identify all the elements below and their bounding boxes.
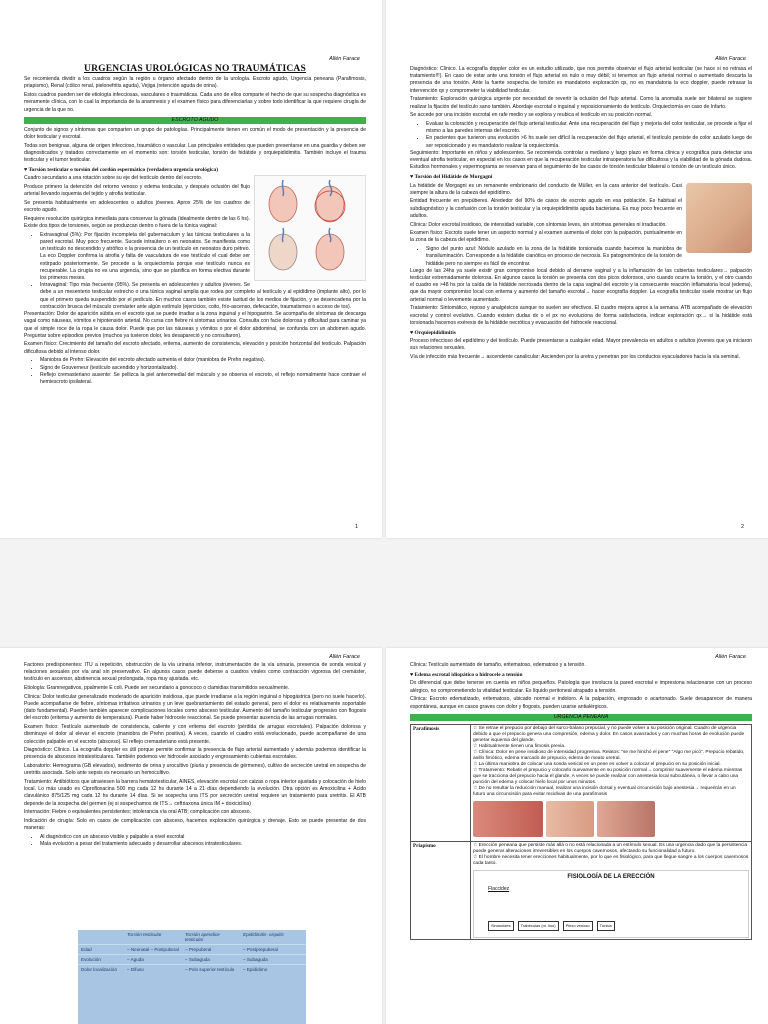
list-item: • Mala evolución a pesar del tratamiento adecuado y desarrollar abscesos intratesticulares. [40, 841, 366, 848]
paragraph: Diagnóstico: Clínico. La ecografía doppler es útil porque permite confirmar la presencia de flujo arterial aumentado y además podemos identificar la presencia de abscesos intratesticulares. También podemos ver hidrocele asociado y engrosamiento cubiertas escrotales. [24, 747, 366, 761]
list-item: • Signo del punto azul: Nódulo azulado en la zona de la hidátide torsionada cuando hacemos la maniobra de transiluminación. Corresponde a la hidátide cianótica en proceso de necrosis. Es patognomónico de la torsión de hidátide pero no siempre es fácil de encontrar. [426, 246, 752, 268]
list-item: • Extravaginal (5%): Por fijación incompleta del gubernaculum y las túnicas testiculares a la pared escrotal. Muy poco frecuente. Sucede intraútero o en neonatos. Se manifiesta como un testículo no descendido y atrófico o la presencia de un testículo en neonatos duro pétreo. La eco Doppler confirma la atrofia y falta de vasculatura de ese testículo el cual debe ser extirpado posteriormente. Se procede a la orquiectomía porque ese testículo nunca es recuperable. La cirugía no es una urgencia, sino que se planifica en forma electiva durante los primeros meses. [40, 232, 366, 282]
figure-box: Plexo venoso [563, 921, 593, 931]
torsion-illustration [254, 175, 366, 281]
paragraph: Cuadro secundario a una rotación sobre su eje del testículo dentro del escroto. [24, 175, 203, 182]
intro-paragraph: Se recomienda dividir a los cuadros según la región u órgano afectado dentro de la urología. Escroto agudo, Urgencia peneana (Parafimosis, priapismo), Renal (cólico renal, pielonefritis aguda), Vejiga (retención aguda de orina). [24, 76, 366, 90]
clinical-photo [686, 183, 752, 253]
row-header-priapismo: Priapismo [411, 841, 471, 939]
paragraph: Vía de infección más frecuente→ ascendente canalicular: Ascienden por la uretra y penetran por los conductos eyaculadores hacia la vía seminal. [410, 354, 740, 361]
section-heading: ♥ Orquiepididimitis [410, 329, 456, 336]
exam-signs-list [24, 357, 366, 386]
document-page-4 [386, 648, 768, 1024]
page-4-content [410, 662, 752, 940]
list-item: • Reflejo cremasteriano ausente: Se pellizca la piel anteromedial del músculo y se observa el escroto, el reflejo normalmente hace contraer el hemiescroto ipsilateral. [40, 372, 366, 386]
paragraph: Examen físico: Testículo aumentado de consistencia, caliente y con eritema del escroto (pérdida de arrugas escrotales). Palpación dolorosa y disminuye el dolor al elevar el escroto (maniobra de Prehn positiva). A veces, cuando el cuadro está evolucionado, puede acompañarse de una colección palpable en el escroto (absceso). El reflejo cremasteriano está presente. [24, 724, 366, 745]
table-cell: – Prepuberal [185, 947, 212, 952]
author-name: Allén Farace [715, 56, 746, 62]
erection-physiology-figure [473, 870, 749, 938]
paragraph: Entidad frecuente en prepúberes. Alrededor del 90% de casos de escroto agudo en esa población. Es habitual el subdiagnóstico y la confusión con la torsión testicular y la orquiepididimitis aguda bacteriana. Es muy poco frecuente en adultos. [410, 198, 682, 219]
cell-line: ☆ Se retrae el prepucio por debajo del surco-balano prepucial, y no puede volver a su posición original. Cuadro de urgencia debido a que el prepucio genera una compresión, edema y dolor. En casos avanzados y con muchas horas de evolución puede generar isquemia del glande. [473, 725, 745, 743]
section-bar-urgencia-peneana: URGENCIA PENEANA [410, 714, 752, 721]
figure-box: Trabéculas (m. liso) [518, 921, 559, 931]
cell-line: ☆ Erección peneana que persiste más allá o no está relacionada a un estímulo sexual. Es una urgencia dado que la persistencia puede generar alteraciones irreversibles en los cuerpos cavernosos, afectando su funcionalidad a futuro. [473, 842, 748, 854]
cell-line: ☆ Tratamiento: Rebatir el prepucio y colocarlo nuevamente en su posición normal→ comprimir suavemente el edema mientras que se tracciona del prepucio hacia el glande. A veces se puede realizar con anestesia local subcutánea, o llevar a cabo una punción del edema y colocar hielo local por unos minutos. [473, 767, 743, 785]
procedure-list [410, 121, 752, 150]
cell-line: ☆ La última maniobra de colocar una sonda vesical en un pene es volver a colocar el prepucio en su posición inicial. [473, 761, 721, 767]
table-row [411, 724, 752, 841]
page-2-content [410, 66, 752, 363]
paragraph: Examen físico: Crecimiento del tamaño del escroto afectado, eritema, aumento de consistencia, elevación y posición horizontal del testículo. Palpación dificultosa debido al intenso dolor. [24, 341, 366, 355]
table-header-cell: Torsión apéndice testicular [185, 932, 220, 942]
paragraph: Seguimiento: Importante en niños y adolescentes. Se recomienda controlar a mediano y largo plazo en forma clínica y ecográfica para detectar una eventual atrofia testicular, en especial en los casos en que la recuperación testicular intraoperatoria fue dificultosa y la viabilidad de la gónada dudosa. Estudios hormonales y espermograma se reservan para el seguimiento de los casos de torsión testicular bilateral o torsión de un testículo único. [410, 149, 752, 171]
list-item: • En pacientes que tuvieron una evolución >6 hs suele ser difícil la recuperación del flujo arterial, el testículo persiste de color azulado luego de ser reposicionado y es mandatorio realizar la orquiectomía. [426, 135, 752, 149]
table-cell: – Neonatal – Postpuberal [127, 947, 179, 952]
row-header-parafimosis: Parafimosis [411, 724, 471, 841]
table-cell: – Aguda [127, 957, 144, 962]
clinical-photo [546, 801, 594, 837]
table-cell: – Subaguda [185, 957, 210, 962]
paragraph: Tratamiento: Sintomático, reposo y analgésicos aunque no suelen ser efectivos. El cuadro mejora aprox a la semana. ATB acompañado de elevación escrotal y control evolutivo. Cuando existen dudas dx o el px no evoluciona de forma satisfactoria, indicar exploración qx→ si la hidátide está torsionada hacemos exéresis de la hidátide necrótica y evacuación del hidrocele reaccional. [410, 305, 752, 326]
paragraph: Se presenta habitualmente en adolescentes o adultos jóvenes. Aprox 25% de los cuadros de escroto agudo. [24, 200, 250, 214]
page-number: 2 [740, 524, 744, 530]
paragraph: Internación: Fiebre o equivalentes persistentes; intolerancia vía oral ATB; complicación con absceso. [24, 809, 251, 816]
paragraph: La hidátide de Morgagni es un remanente embrionario del conducto de Müller, en la cara anterior del testículo. Casi siempre la altura de la cabeza del epidídimo. [410, 182, 682, 196]
paragraph: Requiere resolución quirúrgica inmediata para conservar la gónada (idealmente dentro de las 6 hs). Existe dos tipos de torsiones, según se produzcan dentro o fuera de la túnica vaginal: [24, 215, 250, 230]
table-cell [471, 841, 752, 939]
paragraph: Diagnóstico: Clínico. La ecografía doppler color es un estudio utilizado, que nos permite observar el flujo arterial testicular (se hace si no retrasa el tratamiento!!!). En caso de estar ante una torsión el flujo arterial es nulo o muy débil; si tenemos un flujo arterial normal o aumentado descarta la presencia de una torsión. Ante la fuerte sospecha de torsión es mandatorio exploración qx, no es mandatoria la eco doppler, puede retrasar la intervención qx y comprometer la viabilidad testicular. [410, 66, 752, 94]
figure-boxes [488, 921, 615, 931]
paragraph: Tratamiento: Antibióticos que atraviesen la barrera hematotesticular, AINES, elevación escrotal con calzas o ropa interior ajustada y colocación de hielo local. Lo más usado es Ciprofloxacina 500 mg cada 12 hs durante 14 a 21 días dependiendo la evolución. Otra opción es Amoxicilina + Ácido clavulánico 875/125 mg cada 12 hs durante 14 días. Si se sospecha una ITS por secreción uretral requiere un tratamiento para uretritis. El ATB depende de la sospecha del germen (ej si sospechamos de ITS→ ceftriaxona única IM + doxiciclina) [24, 779, 366, 807]
section-heading: ♥ Torsión del Hidátide de Morgagni [410, 174, 493, 181]
figure-title: FISIOLOGÍA DE LA ERECCIÓN [567, 873, 655, 880]
clinical-photo [597, 801, 655, 837]
paragraph: Clínica: Dolor testicular generalizado moderado de aparición insidiosa, que puede irradiarse a la región inguinal o hipogástrica (pero no suele hacerlo). Puede acompañarse de fiebre, síntomas irritativos urinarios y un leve quebrantamiento del estado general, pero el dolor es relativamente soportable (dato fundamental). Pueden también aparecer complicaciones locales como absceso testicular. Aumento del tamaño testicular progresivo con flogosis del escroto (eritema y aumento de temperatura). Puede haber hidrocele reaccional. Se puede presentar ausencia de las arrugas normales. [24, 693, 366, 722]
paragraph: Produce primero la detención del retorno venoso y edema testicular, y después oclusión del flujo arterial llevando isquemia del tejido y atrofia testicular. [24, 184, 250, 198]
table-cell: – Epidídimo [243, 967, 268, 972]
list-item: • Intravaginal: Tipo más frecuente (95%). Se presenta en adolescentes y adultos jóvenes. Se debe a un mesenterio testicular estrecho o una túnica vaginal amplia que rodea por completo al testículo y al epidídimo (implante alto), por lo que el primero queda suspendido por el pedículo. En muchos casos también existe laxitud de los medios de fijación, y se desencadena por la contracción brusca del músculo cremáster ante algún estímulo (ejercicios, coito, frío-ascenso, defecación, traumatismos o acceso de tos). [40, 282, 366, 311]
table-cell: – Postprepuberal [243, 947, 278, 952]
figure-box: Sinusoides [488, 921, 514, 931]
page-1-content [24, 66, 366, 386]
author-name: Allén Farace [329, 56, 360, 62]
table-cell: – Difuso [127, 967, 144, 972]
paragraph: Presentación: Dolor de aparición súbita en el escroto que se puede irradiar a la zona inguinal y el hipogastrio. Se acompaña de síntomas de descarga vagal como náuseas, vómitos e hipotensión arterial. No cursa con fiebre ni síntomas urinarios. Consulta con facie dolorosa y dificultad para caminar ya que el simple roce de la ropa le causa dolor. Puede que por las náuseas y vómitos o por el dolor abdominal, se confunda con un abdomen agudo. Preguntar sobre episodios previos (muchos ya tuvieron dolor, les desapareció y no consultaron). [24, 311, 366, 339]
table-header-cell: Epididimitis- orquitis [243, 932, 284, 937]
table-cell: – Subaguda [243, 957, 268, 962]
document-page-3 [0, 648, 382, 1024]
page-number: 1 [354, 524, 358, 530]
cell-line: ☆ Clínica: Dolor en pene insidioso de intensidad progresiva. Relatos: "se me hinchó el pene" "Algo me picó". Prepucio rebatido, anillo fimótico, edema marcado de prepucio, edema de meato uretral. [473, 749, 745, 761]
paragraph: Luego de las 24hs ya suele existir gran compromiso local debido al derrame vaginal y a la inflamación de las cubiertas testiculares→ palpación testicular extremadamente dolorosa. En algunos casos la torsión se presenta con dos picos dolorosos, uno cuando ocurre la torsión, y el otro cuando el cuadro es >48 hs por la caída de la hidátide necrosada dentro de la capa vaginal del escroto y la consecuente reacción inflamatoria local (edema), que da mayor compromiso local con eritema y aumento del tamaño escrotal→ hacer ecografía doppler. La ecografía testicular suele mostrar un flujo arterial normal o levemente aumentado. [410, 267, 752, 303]
table-cell: Edad [81, 947, 92, 952]
paragraph: Etiología: Gramnegativos, ppalmente E coli. Puede ser secundario a gonococo o clamidias transmitidos sexualmente. [24, 685, 290, 692]
document-page-2 [386, 0, 768, 538]
paragraph: Tratamiento: Exploración quirúrgica urgente por necesidad de revertir la oclusión del flujo arterial. Como la anomalía suele ser bilateral se sugiere realizar la fijación del testículo sano también. Abordaje escrotal o inguinal y reposicionamiento de testículo. Orquiectomía en caso de Infarto. [410, 96, 752, 110]
table-cell: Evolución [81, 957, 101, 962]
list-item: • Signo de Gouverneur (testículo ascendido y horizontalizado). [40, 365, 366, 372]
list-item: • Maniobra de Prehn: Elevación del escroto afectado aumenta el dolor (maniobra de Prehn negativa). [40, 357, 366, 364]
author-name: Allén Farace [715, 654, 746, 660]
paragraph: Clínica: Testículo aumentado de tamaño, eritematoso, edematoso y a tensión. [410, 662, 586, 668]
figure-subtitle: Flaccidez [488, 885, 510, 892]
table-header [78, 930, 306, 944]
table-cell [471, 724, 752, 841]
table-row [78, 944, 306, 954]
surgery-indications-list [24, 834, 366, 848]
paragraph: Proceso infeccioso del epidídimo y del testículo. Puede presentarse a cualquier edad. Mayor prevalencia en adultos o adultos jóvenes que ya iniciaron sus relaciones sexuales. [410, 338, 752, 352]
torsion-diagram-icon [255, 176, 365, 280]
paragraph: Laboratorio: Hemograma (GB elevados), sedimento de orina y urocultivo (piuria y presencia de gérmenes), cultivo de secreción uretral en sospecha de uretritis asociada. Solo ante sepsis es necesario un hemocultivo. [24, 763, 366, 777]
author-name: Allén Farace [329, 654, 360, 660]
paragraph: Dx diferencial que debe tenerse en cuenta en niños pequeños. Patología que involucra la pared escrotal e impresiona relacionarse con un proceso alérgico, no comprometiendo la vitalidad testicular. Es líquido peritoneal atrapado a tensión. [410, 680, 752, 694]
paragraph: Todas son benignas, alguna de origen infeccioso, traumático o vascular. Las principales entidades que pueden presentarse en una guardia y deben ser diagnosticados y tratados correctamente en el momento son: torsión testicular, torsión de hidátide y orquiepididimitis. También incluye el trauma testicular y el tumor testicular. [24, 142, 366, 164]
cell-line: ☆ De no resultar la reducción manual, realizar una incisión dorsal y eventual circuncisión bajo anestesia→ requerirán en un futuro una circuncisión para evitar recidivas de una parafimosis [473, 785, 736, 797]
cell-line: ☆ Habitualmente tienen una fimosis previa. [473, 743, 566, 749]
page-3-content [24, 662, 366, 848]
intro-paragraph: Estos cuadros pueden ser de etiología infecciosas, vasculares o traumáticas. Cada uno de ellos comparte el hecho de que su sospecha diagnóstica es meramente clínica, con lo cual la importancia de la anamnesis y el examen físico para diferenciarlas y sobre todo identificar la que requiere cirugía de urgencia de la que no. [24, 92, 366, 113]
differential-table [78, 930, 306, 1024]
document-page-1 [0, 0, 382, 538]
section-heading: ♥ Torsión testicular o torsión del cordón espermático (verdadera urgencia urológica) [24, 167, 219, 174]
section-bar-escroto-agudo: ESCROTO AGUDO [24, 117, 366, 124]
table-header-cell: Torsión testicular [127, 932, 162, 937]
section-heading: ♥ Edema escrotal idiopático o hidrocele a tensión [410, 672, 523, 679]
paragraph: Indicación de cirugía: Solo en casos de complicación con absceso, hacemos exploración quirúrgica y drenaje. Esto se puede presentar de dos maneras: [24, 818, 366, 832]
table-cell: – Polo superior testículo [185, 967, 235, 972]
list-item: • Evaluar la coloración y recuperación del flujo arterial testicular. Ante una recuperación del flujo y mejoría del color testicular, se procede a fijar el mismo a las paredes internas del escroto. [426, 121, 752, 135]
paragraph: Clínica: Dolor escrotal insidioso, de intensidad variable, con síntomas leves, sin síntomas generales ni irradiación. [410, 221, 667, 228]
table-row [78, 964, 306, 974]
table-cell: Dolor localización [81, 967, 118, 972]
list-item: • Al diagnóstico con un absceso visible y palpable a nivel escrotal [40, 834, 366, 841]
paragraph: Factores predisponentes: ITU a repetición, obstrucción de la vía urinaria inferior, instrumentación de la vía urinaria, presencia de sonda vesical y relaciones sexuales por vía anal sin preservativo. En algunos casos puede deberse a cuadros virales como contracción vigorosa del cremáster, testículo en ascensor, abstinencia sexual prolongada, ropa muy ajustada. etc. [24, 662, 366, 683]
clinical-photo [473, 801, 543, 837]
table-header-cell [78, 930, 124, 944]
figure-box: Túnica [597, 921, 615, 931]
paragraph: Clínica: Escroto edematizado, eritematoso, ubicado normal e indoloro. A la palpación, engrosado o acartonado. Suele desaparecer de manera espontánea, aunque en casos graves con dolor y flogosis, pueden usarse antialérgicos. [410, 696, 752, 710]
table-row [411, 841, 752, 939]
penile-urgency-table [410, 724, 752, 940]
paragraph: Se accede por una incisión escrotal en rafe medio y se explora y reubica el testículo en su posición normal. [410, 112, 653, 119]
table-row [78, 954, 306, 964]
paragraph: Examen físico: Escroto suele tener un aspecto normal y al examen aumenta el dolor con la palpación, puntualmente en la zona de la cabeza del epidídimo. [410, 230, 682, 244]
document-title: URGENCIAS UROLÓGICAS NO TRAUMÁTICAS [84, 64, 306, 74]
photo-row [473, 801, 749, 837]
paragraph: Conjunto de signos y síntomas que comparten un grupo de patologías. Principalmente tienen en común el modo de presentación y la presencia de dolor testicular y escrotal. [24, 126, 366, 140]
cell-line: ☆ El hombre necesita tener erecciones habitualmente, por lo que es fisiológico, para que llegue sangre a los cuerpos cavernosos cada tanto. [473, 854, 749, 866]
